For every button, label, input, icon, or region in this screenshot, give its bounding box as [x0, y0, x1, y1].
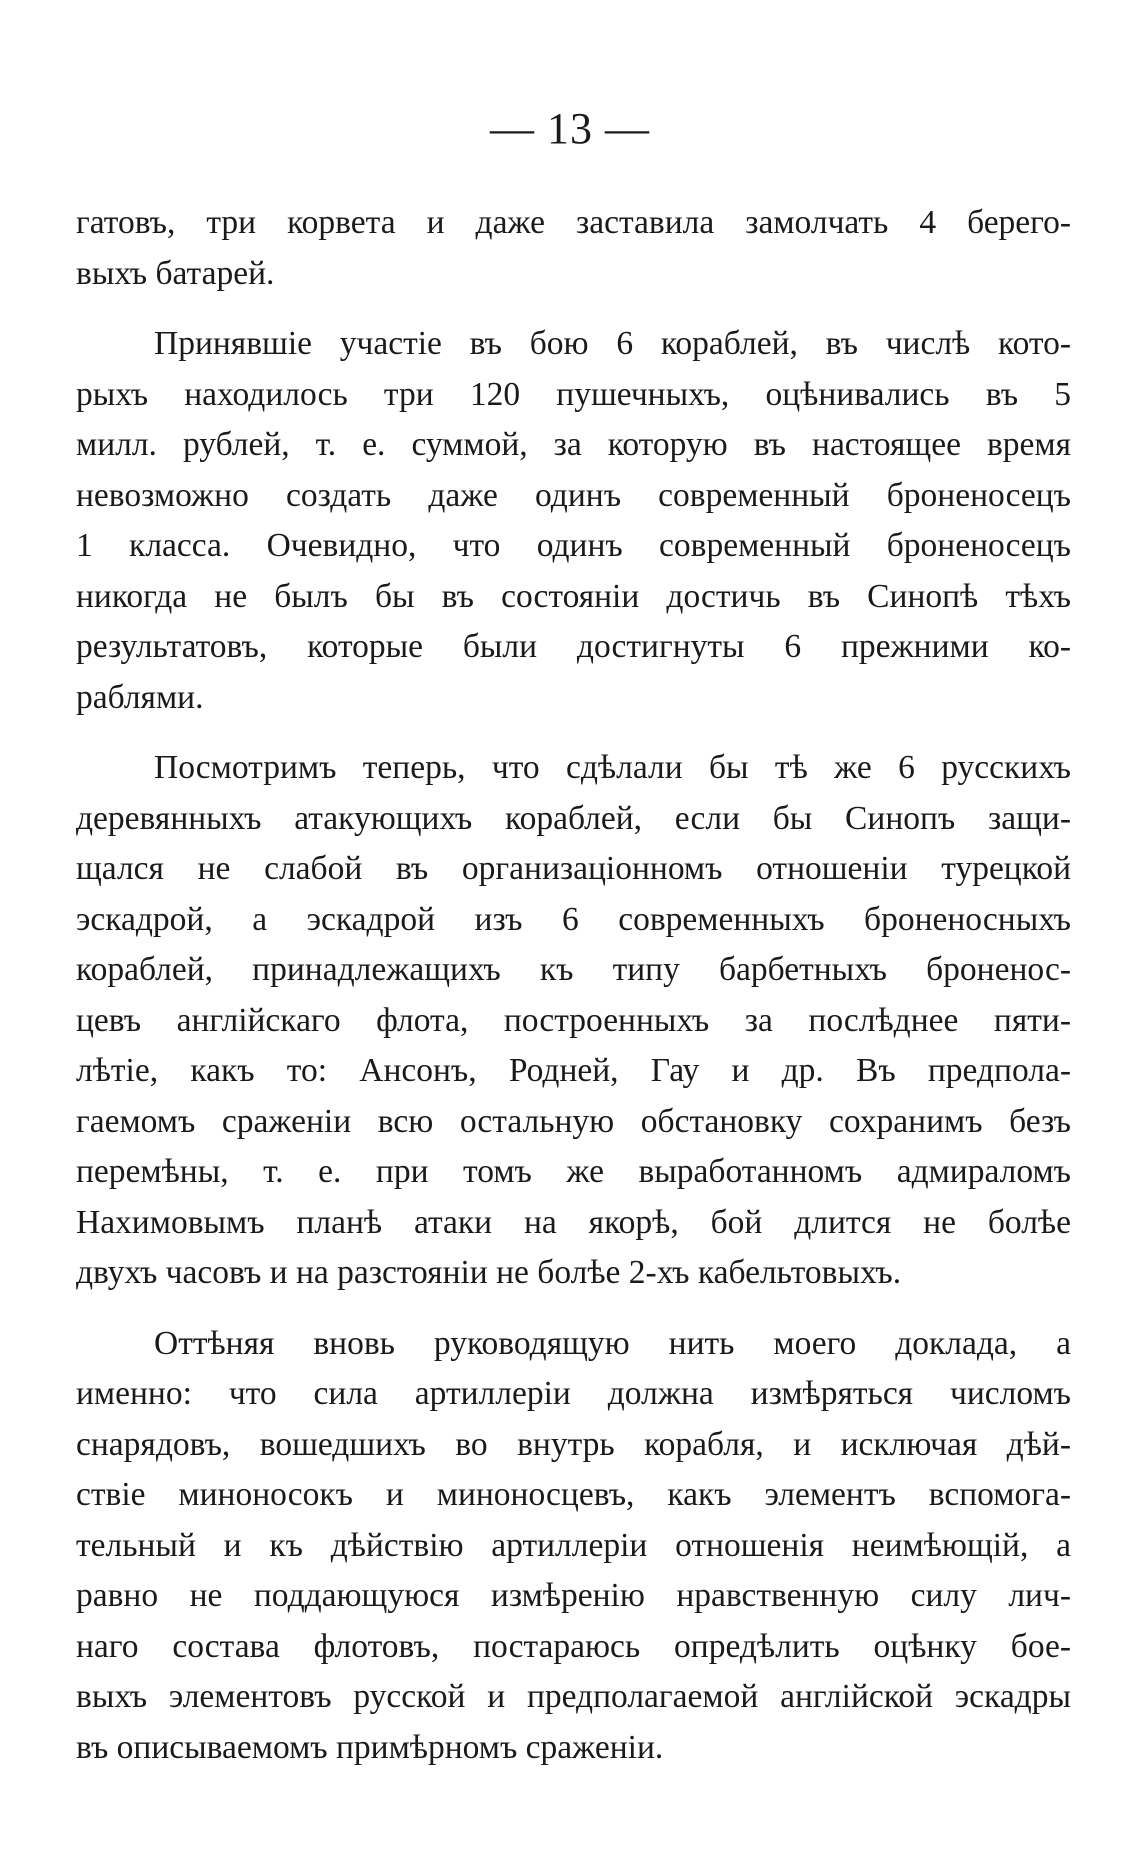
text-line: гатовъ, три корвета и даже заставила замолчать 4 берего- [76, 204, 1071, 241]
text-line: ствiе миноносокъ и миноносцевъ, какъ элементъ вспомога- [76, 1476, 1071, 1513]
text-line: перемѣны, т. е. при томъ же выработанномъ адмираломъ [76, 1153, 1071, 1190]
text-line: результатовъ, которые были достигнуты 6 прежними ко- [76, 628, 1071, 665]
text-line: щался не слабой въ организацiонномъ отношенiи турецкой [76, 850, 1071, 887]
paragraph [76, 743, 1071, 1299]
text-line: невозможно создать даже одинъ современный броненосецъ [76, 476, 1071, 514]
text-line: лѣтiе, какъ то: Ансонъ, Родней, Гау и др. Въ предпола- [76, 1052, 1071, 1089]
text-line: гаемомъ сраженiи всю остальную обстановку сохранимъ безъ [76, 1102, 1071, 1140]
paragraph [76, 198, 1071, 299]
text-line: равно не поддающуюся измѣренiю нравственную силу лич- [76, 1577, 1071, 1614]
text-line: милл. рублей, т. е. суммой, за которую въ настоящее время [76, 426, 1071, 463]
text-line: наго состава флотовъ, постараюсь опредѣлить оцѣнку бое- [76, 1627, 1071, 1665]
text-line: никогда не былъ бы въ состоянiи достичь въ Синопѣ тѣхъ [76, 577, 1071, 615]
page-number: — 13 — [490, 104, 650, 153]
paragraph [76, 319, 1071, 723]
text-line: тельный и къ дѣйствiю артиллерiи отношенiя неимѣющiй, а [76, 1526, 1071, 1564]
text-line: цевъ англiйскаго флота, построенныхъ за послѣднее пяти- [76, 1001, 1071, 1039]
text-line: двухъ часовъ и на разстоянiи не болѣе 2-хъ кабельтовыхъ. [76, 1254, 902, 1291]
text-line: снарядовъ, вошедшихъ во внутрь корабля, и исключая дѣй- [76, 1425, 1071, 1463]
text-line: кораблей, принадлежащихъ къ типу барбетныхъ броненос- [76, 951, 1071, 988]
text-line: рыхъ находилось три 120 пушечныхъ, оцѣнивались въ 5 [76, 375, 1071, 413]
text-line: Оттѣняя вновь руководящую нить моего доклада, а [154, 1324, 1071, 1362]
text-line: Нахимовымъ планѣ атаки на якорѣ, бой длится не болѣе [76, 1203, 1071, 1241]
text-line: деревянныхъ атакующихъ кораблей, если бы Синопъ защи- [76, 799, 1071, 837]
text-line: раблями. [76, 678, 204, 716]
paragraph [76, 1319, 1071, 1774]
body-text [76, 198, 1071, 1773]
text-line: выхъ батарей. [76, 254, 275, 292]
text-line: именно: что сила артиллерiи должна измѣряться числомъ [76, 1375, 1071, 1412]
text-line: въ описываемомъ примѣрномъ сраженiи. [76, 1728, 664, 1766]
text-line: выхъ элементовъ русской и предполагаемой англiйской эскадры [76, 1678, 1071, 1715]
text-line: эскадрой, а эскадрой изъ 6 современныхъ броненосныхъ [76, 900, 1071, 938]
text-line: Принявшiе участiе въ бою 6 кораблей, въ числѣ кото- [154, 325, 1071, 362]
text-line: 1 класса. Очевидно, что одинъ современный броненосецъ [76, 527, 1071, 564]
text-line: Посмотримъ теперь, что сдѣлали бы тѣ же 6 русскихъ [154, 749, 1071, 786]
